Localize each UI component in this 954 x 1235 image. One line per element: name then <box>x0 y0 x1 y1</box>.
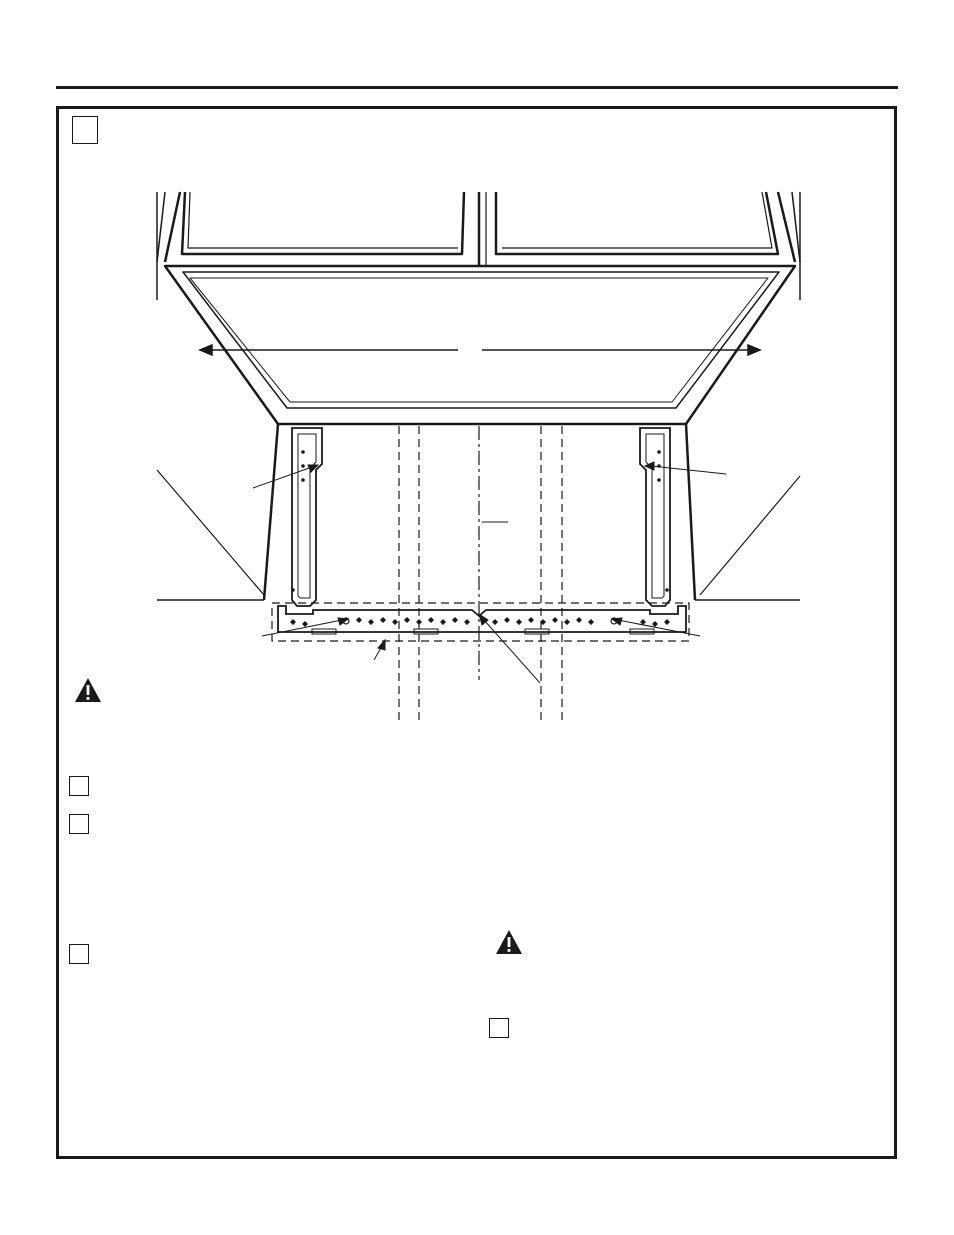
refrigerator-install-diagram <box>150 185 810 730</box>
right-upper-door <box>496 192 778 254</box>
left-base <box>264 424 278 600</box>
warning-triangle-icon <box>74 677 102 703</box>
leader-lines <box>253 462 726 683</box>
step-checkbox-1[interactable] <box>69 776 89 796</box>
left-upper-door <box>182 192 464 254</box>
right-leveling-bracket <box>640 428 670 606</box>
width-arrow <box>200 345 760 355</box>
right-base <box>686 424 695 600</box>
main-step-checkbox[interactable] <box>72 116 98 144</box>
step-checkbox-3[interactable] <box>69 944 89 964</box>
header-rule <box>56 86 898 89</box>
alignment-guides <box>272 426 689 722</box>
step-checkbox-4[interactable] <box>489 1018 509 1038</box>
step-checkbox-2[interactable] <box>69 814 89 834</box>
warning-triangle-icon <box>495 929 523 955</box>
left-leveling-bracket <box>292 428 322 606</box>
freezer-drawer <box>165 266 795 424</box>
